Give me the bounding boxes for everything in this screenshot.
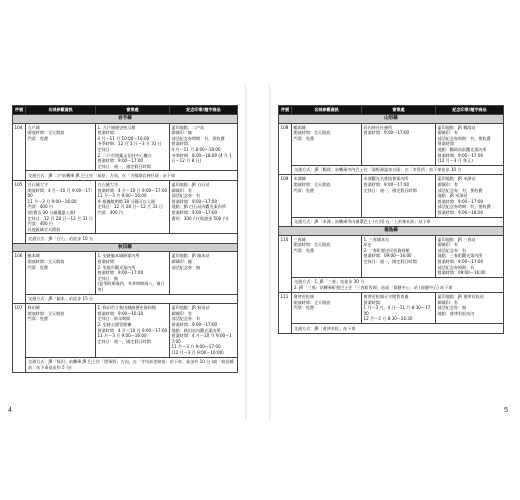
header-stamp: 紀念印章/題字商品 bbox=[170, 106, 238, 115]
stamp-goods-cell bbox=[170, 123, 238, 171]
transport-row bbox=[13, 357, 238, 372]
region-title: 山形縣 bbox=[279, 115, 504, 124]
castle-table-left bbox=[12, 105, 238, 373]
page-number: 4 bbox=[8, 407, 12, 414]
header-name: 名城參觀資訊 bbox=[292, 106, 362, 115]
stamp-desk-line: 營業時間：9:00～16:30 bbox=[97, 310, 144, 316]
stamp-desk-cell bbox=[362, 293, 436, 324]
stamp-desk-line: 冬季時期：12 月 1 日～3 月 31 日 bbox=[97, 141, 162, 147]
transport-row bbox=[13, 234, 238, 244]
castle-row bbox=[279, 123, 504, 165]
header-desk: 窗章處 bbox=[362, 106, 436, 115]
castle-row bbox=[13, 180, 238, 233]
page-number: 5 bbox=[504, 407, 508, 414]
stamp-goods-cell bbox=[170, 252, 238, 294]
stamp-goods-line: 營業時間：9:00～17:00 bbox=[171, 198, 218, 204]
transport-info bbox=[292, 324, 504, 334]
castle-info-line: 九戶城 bbox=[27, 124, 40, 130]
stamp-desk-line: 營業時間：9:00～17:00 bbox=[363, 130, 410, 136]
castle-info-line: 門票：免費 bbox=[293, 187, 314, 193]
stamp-desk-line: 營業時間：9:00～17:00 bbox=[97, 270, 144, 276]
stamp-goods-line: 營業時間：9:00～17:00 bbox=[437, 152, 484, 158]
castle-info-cell bbox=[26, 180, 96, 233]
transport-row bbox=[13, 171, 238, 181]
castle-info-line: 門票：400 円 bbox=[27, 221, 53, 227]
stamp-goods-line: 御城印：有 bbox=[171, 310, 192, 316]
stamp-goods-cell bbox=[436, 235, 504, 277]
transport-info bbox=[26, 294, 238, 304]
castle-info-line: 門票：免費 bbox=[27, 316, 48, 322]
stamp-desk-line: 2. 三春町歷史民俗資料館 bbox=[363, 247, 410, 253]
stamp-desk-line: 營業時間： bbox=[97, 130, 118, 136]
transport-row bbox=[13, 294, 238, 304]
stamp-desk-cell bbox=[362, 123, 436, 165]
region-row bbox=[279, 115, 504, 124]
castle-info-cell bbox=[292, 175, 362, 217]
stamp-desk-line: 莊內神社社務所 bbox=[363, 124, 393, 130]
stamp-goods-line: 費用：300 円 (保證金 500 円) bbox=[171, 215, 229, 221]
stamp-desk-line: 米澤觀光名產協會案內所 bbox=[363, 176, 409, 182]
stamp-desk-line: 原史 bbox=[363, 242, 372, 248]
castle-info-line: 秋田城 bbox=[27, 305, 40, 311]
stamp-desk-line: (夏季時期週四，冬季時期週六，週日等) bbox=[97, 281, 165, 293]
stamp-desk-line: 1. 史跡脇本城跡案內所 bbox=[97, 253, 140, 259]
castle-info-line: 開放時間：全天開放 bbox=[293, 299, 331, 305]
transport-row bbox=[279, 324, 504, 334]
stamp-goods-line: 蓋印地點：JR 白石站 bbox=[171, 181, 210, 187]
header-name: 名城參觀資訊 bbox=[26, 106, 96, 115]
stamp-desk-line: 定休日：無 bbox=[97, 275, 118, 281]
stamp-goods-line: 御城印：有 bbox=[171, 187, 192, 193]
stamp-desk-line: 1. 九戶城歷史展示館 bbox=[97, 124, 136, 130]
stamp-goods-line: 營業時間：9:00～17:00 bbox=[171, 322, 218, 327]
transport-info bbox=[292, 217, 504, 227]
stamp-goods-line: 營業時間：4 月～10 月 9:00～17:00 bbox=[171, 333, 232, 344]
transport-row bbox=[279, 277, 504, 292]
transport-line: 交通方式：JR「脇本」站徒步 15 分 bbox=[28, 296, 94, 302]
stamp-desk-line: 營業時間：09:00～16:00 bbox=[363, 253, 412, 259]
stamp-goods-line: 地點：會津若松站內 bbox=[437, 310, 475, 316]
transport-info bbox=[26, 234, 238, 244]
castle-info-line: 門票：免費 bbox=[27, 264, 48, 270]
castle-info-line: 定休日：12 月 28 日～12 月 31 日 bbox=[27, 215, 93, 221]
stamp-goods-line: 營業時間：9:00～17:00 bbox=[437, 259, 484, 265]
transport-info bbox=[292, 165, 504, 175]
right-page bbox=[271, 85, 511, 420]
stamp-goods-line: 部活紀念券時期：有 bbox=[437, 264, 475, 270]
stamp-goods-line: 地點：秋田站內觀光案內所 bbox=[171, 327, 221, 333]
stamp-goods-line: 部活紀念券：無 bbox=[437, 305, 467, 311]
stamp-desk-line: 1. 三春城本丸 bbox=[363, 236, 390, 242]
castle-info-cell bbox=[292, 293, 362, 324]
castle-info-line: 白石城大守 bbox=[27, 181, 48, 187]
castle-row bbox=[13, 252, 238, 294]
stamp-goods-line: 部活紀念券時期：有，要收費 bbox=[437, 204, 491, 210]
stamp-goods-line: 蓋印地點：JR 脇本站 bbox=[171, 253, 210, 259]
castle-info-line: (收費含 30 分鐘優惠入場) bbox=[27, 209, 76, 215]
stamp-desk-line: 白石城大守 bbox=[97, 181, 118, 187]
castle-info-line: 門票：免費 bbox=[293, 135, 314, 141]
transport-line: 交通方式：JR「米澤」站轉乘市內循環巴士 (右回) 在「上杉神社前」站下車 bbox=[294, 219, 431, 224]
castle-info-cell bbox=[26, 252, 96, 294]
stamp-goods-cell bbox=[436, 123, 504, 165]
transport-line: 2. JR「三春」站轉乘町營巴士往「三春町役場」站或「保健中心」站 (保健中心) 站下車 bbox=[294, 284, 453, 290]
castle-info-line: 米澤城 bbox=[293, 176, 306, 182]
stamp-desk-line: 定休日：週一，國定假日時間 bbox=[363, 187, 417, 193]
castle-row bbox=[279, 235, 504, 277]
stamp-desk-line: 營業時間：9:00～17:00 bbox=[363, 181, 410, 187]
transport-line: 交通方式：JR「鶴岡」站轉乘市內巴士往「湯野濱溫泉方面」在「市役所」站下車徒步 10 分 bbox=[294, 167, 462, 173]
table-header-row bbox=[13, 106, 238, 115]
stamp-desk-line: 定休日：週一，國定假日時間 bbox=[97, 163, 151, 169]
region-row bbox=[13, 243, 238, 252]
castle-row bbox=[279, 175, 504, 217]
stamp-desk-line: 門票：400 円 bbox=[97, 209, 123, 215]
transport-info bbox=[292, 277, 504, 292]
castle-info-line: 門票：免費 bbox=[293, 247, 314, 253]
castle-number: 106 bbox=[13, 252, 26, 304]
stamp-goods-line: 營業時間： bbox=[437, 141, 458, 147]
stamp-goods-line: 御城印：有 bbox=[437, 130, 458, 136]
stamp-goods-line: (12 月～3 月 休止) bbox=[437, 158, 473, 164]
stamp-desk-line: 1 月～3 月，4 月～11 月 8:30～17:00 bbox=[363, 305, 432, 316]
stamp-goods-line: 營業時間：9:00～18:00 bbox=[437, 209, 484, 215]
stamp-desk-cell bbox=[362, 175, 436, 217]
stamp-desk-line: 4 月～11 月 10:00～16:00 bbox=[97, 135, 150, 141]
stamp-goods-line: 御城印：無 bbox=[171, 259, 192, 265]
stamp-goods-line: 部活紀念券：有 bbox=[171, 316, 201, 322]
transport-line: 交通方式：1. JR「三春」站徒步 30 分 bbox=[294, 279, 365, 285]
stamp-goods-line: 蓋印地點：JR 三春站 bbox=[437, 236, 476, 242]
header-no: 序號 bbox=[13, 106, 26, 115]
stamp-desk-line: 營業時間：4 月～10 月 9:00～17:00 bbox=[97, 327, 168, 333]
stamp-desk-cell bbox=[362, 235, 436, 277]
castle-info-cell bbox=[26, 304, 96, 357]
transport-row bbox=[279, 165, 504, 175]
castle-info-line: 開放時間：全天開放 bbox=[293, 242, 331, 248]
castle-info-line: 開放時間：全天開放 bbox=[27, 310, 65, 316]
stamp-desk-line: 營業時間： bbox=[363, 299, 384, 305]
stamp-desk-cell bbox=[96, 252, 170, 294]
stamp-goods-line: 11 月～3 月 9:00～17:00 bbox=[171, 344, 221, 350]
stamp-goods-line: 地點：鶴岡站前觀光案內所 bbox=[437, 146, 487, 152]
header-stamp: 紀念印章/題字商品 bbox=[436, 106, 504, 115]
stamp-goods-line: 地點：JR 白石站內觀光案內所 bbox=[171, 204, 226, 210]
stamp-desk-cell bbox=[96, 304, 170, 357]
region-row bbox=[13, 115, 238, 124]
stamp-goods-line: 營業時間：9:00～17:00 bbox=[171, 209, 218, 215]
castle-row bbox=[13, 123, 238, 171]
stamp-desk-line: 營業時間：4 月～10 月 9:00～17:00 bbox=[97, 187, 168, 193]
castle-table-right bbox=[278, 105, 504, 334]
castle-info-line: 開放時間：全天開放 bbox=[27, 259, 65, 265]
stamp-desk-line: 定休日：12 月 28 日～12 月 31 日 bbox=[97, 204, 163, 210]
stamp-desk-line: 2. 二戶市埋藏文化財中心櫃台 bbox=[97, 152, 152, 158]
stamp-goods-cell bbox=[436, 175, 504, 217]
transport-row bbox=[279, 217, 504, 227]
header-no: 序號 bbox=[279, 106, 292, 115]
region-title: 福島縣 bbox=[279, 227, 504, 236]
stamp-goods-line: 營業時間： bbox=[171, 141, 192, 147]
stamp-desk-line: 定休日：新年期間 bbox=[97, 316, 131, 322]
castle-info-cell bbox=[26, 123, 96, 171]
stamp-desk-line: 定休日： bbox=[97, 146, 114, 152]
stamp-goods-line: 蓋印地點：JR 鶴岡站 bbox=[437, 124, 476, 130]
stamp-goods-line: 蓋印地點：JR 秋田站 bbox=[171, 305, 210, 311]
castle-number: 109 bbox=[279, 175, 292, 227]
castle-info-line: 開放時間：全天開放 bbox=[293, 130, 331, 136]
castle-number: 108 bbox=[279, 123, 292, 175]
castle-info-line: 三春城 bbox=[293, 236, 306, 242]
castle-info-line: 會津若松城 bbox=[293, 294, 314, 300]
castle-number: 104 bbox=[13, 123, 26, 180]
region-title: 岩手縣 bbox=[13, 115, 238, 124]
castle-row bbox=[279, 293, 504, 324]
stamp-goods-line: 地點：JR 米澤站 bbox=[437, 193, 468, 199]
transport-line: 交通方式：JR 二戶站轉乘 JR 巴士往「前原」方向，在「吉根路岩神社前」站下車 bbox=[28, 172, 176, 178]
castle-info-line: 鶴岡城 bbox=[293, 124, 306, 130]
stamp-desk-cell bbox=[96, 123, 170, 171]
stamp-goods-cell bbox=[170, 180, 238, 233]
stamp-desk-line: 12 月～3 月 8:30～16:30 bbox=[363, 316, 413, 322]
castle-number: 111 bbox=[279, 293, 292, 334]
castle-info-line: 其他區域全天開放 bbox=[27, 226, 61, 232]
castle-info-line: 門票：免費 bbox=[293, 305, 314, 311]
stamp-goods-line: 部活紀念券：有 bbox=[437, 247, 467, 253]
stamp-goods-line: 御城印：有 bbox=[437, 181, 458, 187]
stamp-desk-line: 定休日：週一，國定假日時間 bbox=[363, 259, 417, 265]
stamp-goods-line: 部活紀念券時期：有，要收費 bbox=[171, 135, 225, 141]
stamp-goods-line: 地點：三春町觀光案內所 bbox=[437, 253, 483, 259]
stamp-goods-line: 部活紀念券時期：有，要收費 bbox=[437, 135, 491, 141]
castle-info-line: 門票：400 円 bbox=[27, 204, 53, 210]
region-title: 秋田縣 bbox=[13, 243, 238, 252]
transport-info bbox=[26, 171, 238, 181]
stamp-goods-line: 部活紀念券：有，要收費 bbox=[437, 187, 483, 193]
castle-info-line: 脇本城 bbox=[27, 253, 40, 259]
castle-info-line: 門票：免費 bbox=[27, 135, 48, 141]
stamp-goods-line: (12 月～3 月 9:00～16:00) bbox=[171, 349, 224, 355]
stamp-goods-line: 4 月～11 月 8:00～18:00 bbox=[171, 146, 221, 152]
stamp-desk-line: 2. 男鹿市觀光案內所 bbox=[97, 264, 136, 270]
castle-info-cell bbox=[292, 123, 362, 165]
stamp-goods-cell bbox=[436, 293, 504, 324]
stamp-goods-line: 冬季時期：8:00～18:00 (4 月 1 日～12 月 8 日) bbox=[171, 152, 232, 164]
stamp-goods-cell bbox=[170, 304, 238, 357]
region-row bbox=[279, 227, 504, 236]
stamp-desk-line: 1. 秋田市立秋田城跡歷史資料館 bbox=[97, 305, 156, 311]
transport-line: 交通方式：JR「會津若松」站下車 bbox=[294, 325, 356, 331]
transport-line: 交通方式：JR「白石」站徒步 10 分 bbox=[28, 235, 94, 241]
stamp-goods-line: 蓋印地點：JR 會津若松站 bbox=[437, 294, 484, 300]
castle-number: 105 bbox=[13, 180, 26, 243]
stamp-desk-line: 營業時間：9:00～17:00 bbox=[97, 158, 144, 164]
stamp-desk-line: 2. 史跡公園管理棟 bbox=[97, 322, 132, 327]
table-header-row bbox=[279, 106, 504, 115]
stamp-goods-line: 御城印：有 bbox=[437, 242, 458, 248]
stamp-goods-line: 蓋印地點：JR 米澤站 bbox=[437, 176, 476, 182]
stamp-desk-cell bbox=[96, 180, 170, 233]
stamp-desk-line: 11 月～3 月 9:00～16:00 bbox=[97, 333, 147, 339]
stamp-desk-line: 11 月～3 月 9:00～16:00 bbox=[97, 193, 147, 199]
stamp-goods-line: 營業時間：9:00～17:00 bbox=[437, 198, 484, 204]
castle-info-line: 開放時間：全天開放 bbox=[293, 181, 331, 187]
left-page bbox=[5, 85, 245, 420]
transport-line: 交通方式：JR「秋田」站轉乘 JR 巴士往「將軍野」方向，在「寺內前史跡前」站下車，徒步約 10 分 (或「秋田城前」站下車徒步約 5 分) bbox=[28, 359, 234, 370]
stamp-goods-line: 營業時間：09:00～16:00 bbox=[437, 270, 486, 276]
stamp-desk-line: 定休日：週一，國定假日時間 bbox=[97, 338, 151, 344]
stamp-goods-line: 御城印：有 bbox=[437, 299, 458, 305]
stamp-goods-line: 部活紀念券：無 bbox=[171, 264, 201, 270]
stamp-desk-line: ※ 根據館期間 30 分鐘可以入場 bbox=[97, 198, 156, 204]
header-desk: 窗章處 bbox=[96, 106, 170, 115]
castle-number: 110 bbox=[279, 235, 292, 292]
stamp-goods-line: 部活紀念券：有 bbox=[171, 193, 201, 199]
castle-number: 107 bbox=[13, 304, 26, 373]
stamp-goods-line: 御城印：無 bbox=[171, 130, 192, 136]
castle-info-line: 開放時間：全天開放 bbox=[27, 130, 65, 136]
castle-row bbox=[13, 304, 238, 357]
stamp-desk-line: 營業時間： bbox=[97, 259, 118, 265]
stamp-desk-line: 會津若松城天守閣售票處 bbox=[363, 294, 409, 300]
castle-info-cell bbox=[292, 235, 362, 277]
castle-info-line: 11 月～3 月 9:00～16:00 bbox=[27, 198, 77, 204]
transport-info bbox=[26, 357, 238, 372]
stamp-goods-line: 蓋印地點：二戶站 bbox=[171, 124, 205, 130]
castle-info-line: 開放時間：4 月～10 月 9:00～17:00 bbox=[27, 187, 92, 199]
